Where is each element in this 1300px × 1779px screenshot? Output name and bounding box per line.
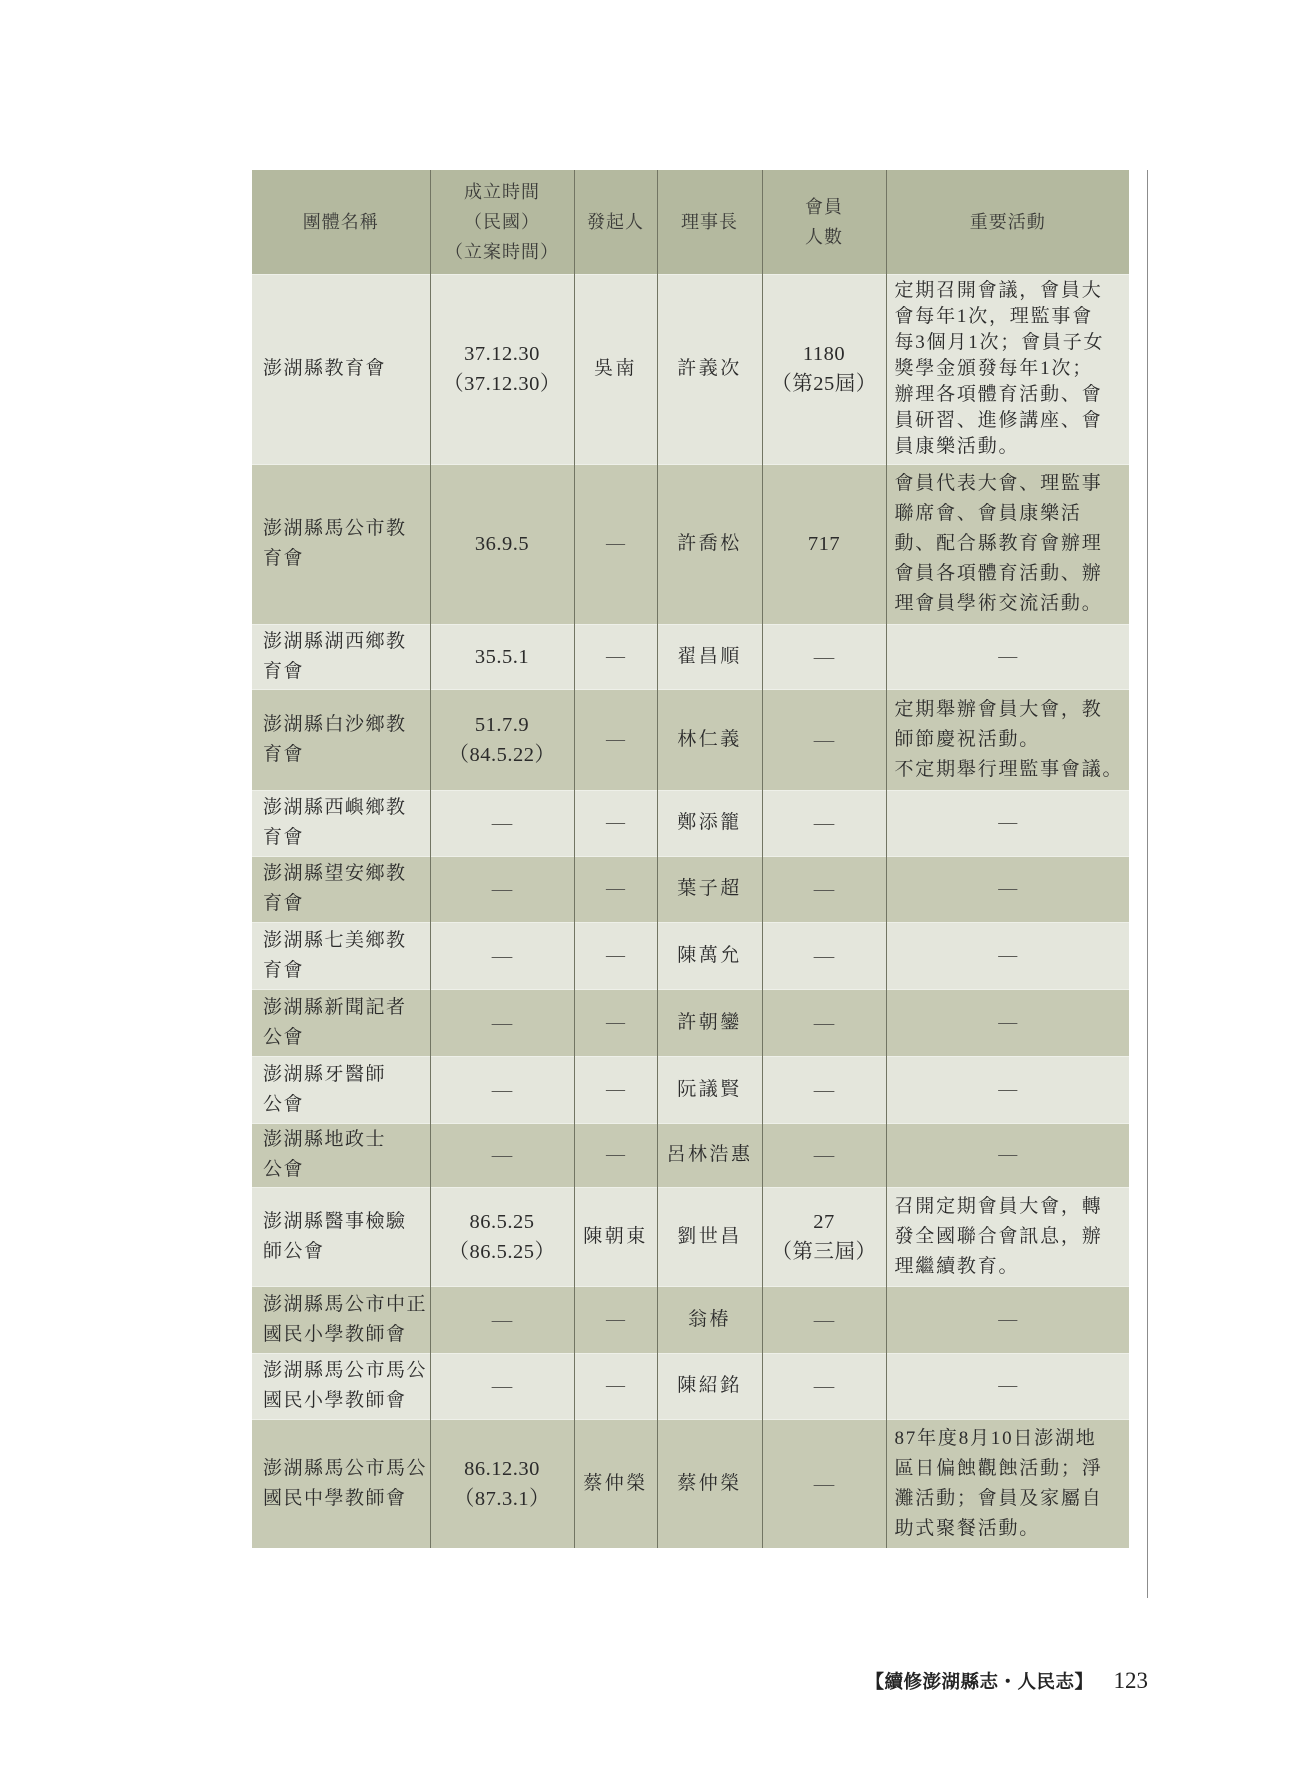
member-count-cell <box>762 1123 886 1187</box>
organization-name-line: 澎湖縣醫事檢驗 <box>263 1210 407 1232</box>
chairperson-cell <box>657 989 762 1056</box>
activities-line: 召開定期會員大會，轉 <box>894 1195 1103 1217</box>
founding-date: — <box>491 1308 513 1331</box>
activities-line: — <box>998 1011 1018 1033</box>
header-founder <box>574 170 657 274</box>
member-count-cell <box>762 856 886 922</box>
organization-name-line: 公會 <box>263 1026 305 1048</box>
organization-name-cell <box>252 624 430 689</box>
member-count: — <box>813 1375 835 1397</box>
founder-cell <box>574 624 657 689</box>
organization-name-line: 澎湖縣望安鄉教 <box>263 863 407 884</box>
founding-date-cell <box>430 989 574 1056</box>
founding-date-cell <box>430 1187 574 1286</box>
organization-name-cell <box>252 790 430 856</box>
organization-name-line: 育會 <box>263 893 305 914</box>
chairperson-cell <box>657 922 762 989</box>
member-count-cell <box>762 1187 886 1286</box>
member-count: — <box>813 812 835 834</box>
organization-name-cell <box>252 1353 430 1419</box>
activities-cell <box>886 1286 1129 1353</box>
activities-cell <box>886 1419 1129 1548</box>
table-row <box>252 1353 1129 1419</box>
founding-date-cell <box>430 922 574 989</box>
activities-line: 會每年1次，理監事會 <box>894 306 1094 327</box>
organization-name-cell <box>252 1123 430 1187</box>
chairperson-name: 許朝鑾 <box>677 1011 742 1033</box>
activities-line: 會員代表大會、理監事 <box>894 473 1103 494</box>
member-count-cell <box>762 464 886 624</box>
header-label: 理事長 <box>681 211 738 232</box>
chairperson-name: 林仁義 <box>677 728 742 750</box>
founder-name: — <box>606 728 625 750</box>
activities-line: — <box>998 1308 1018 1330</box>
member-count: — <box>813 1144 835 1166</box>
founding-date: 51.7.9 <box>474 713 530 736</box>
organization-name-line: 澎湖縣地政士 <box>263 1129 387 1150</box>
organizations-table <box>252 170 1129 1548</box>
founding-date: 35.5.1 <box>474 645 530 668</box>
activities-line: 87年度8月10日澎湖地 <box>894 1427 1097 1449</box>
header-label: （民國） <box>464 211 540 232</box>
chairperson-name: 陳紹銘 <box>677 1375 742 1396</box>
activities-line: — <box>998 1078 1018 1100</box>
founding-date-cell <box>430 624 574 689</box>
organization-name-line: 公會 <box>263 1093 305 1115</box>
founding-date: 86.5.25 <box>469 1210 535 1233</box>
member-count-cell <box>762 1286 886 1353</box>
member-term: （第25屆） <box>771 373 877 395</box>
chairperson-cell <box>657 1286 762 1353</box>
table-row <box>252 790 1129 856</box>
activities-line: 定期舉辦會員大會，教 <box>894 698 1103 720</box>
organization-name-line: 育會 <box>263 548 305 569</box>
activities-line: 辦理各項體育活動、會 <box>894 384 1103 405</box>
founder-name: — <box>606 1011 625 1033</box>
chairperson-cell <box>657 1123 762 1187</box>
founder-cell <box>574 274 657 464</box>
member-count-cell <box>762 1419 886 1548</box>
chairperson-name: 鄭添籠 <box>677 812 742 833</box>
table-header <box>252 170 1129 274</box>
chairperson-name: 陳萬允 <box>677 944 742 966</box>
activities-line: 獎學金頒發每年1次； <box>894 358 1094 379</box>
founder-name: — <box>606 645 625 667</box>
activities-line: 助式聚餐活動。 <box>894 1517 1041 1539</box>
activities-line: — <box>998 1144 1018 1165</box>
chairperson-cell <box>657 856 762 922</box>
chairperson-cell <box>657 274 762 464</box>
member-count: — <box>813 1472 835 1495</box>
member-count: — <box>813 944 835 967</box>
activities-line: 理會員學術交流活動。 <box>894 593 1103 614</box>
organization-name-line: 國民小學教師會 <box>263 1323 407 1345</box>
organization-name-line: 澎湖縣教育會 <box>263 358 387 379</box>
chairperson-name: 翁椿 <box>687 1308 731 1330</box>
activities-line: — <box>998 812 1018 833</box>
founding-date-cell <box>430 1056 574 1123</box>
header-label: （立案時間） <box>445 241 559 262</box>
chairperson-cell <box>657 689 762 790</box>
founder-cell <box>574 689 657 790</box>
activities-cell <box>886 274 1129 464</box>
organization-name-line: 國民中學教師會 <box>263 1487 407 1509</box>
activities-cell <box>886 689 1129 790</box>
founder-cell <box>574 464 657 624</box>
chairperson-cell <box>657 1056 762 1123</box>
member-count: — <box>813 1078 835 1101</box>
activities-line: — <box>998 944 1018 966</box>
activities-line: — <box>998 645 1018 667</box>
table-body <box>252 274 1129 1548</box>
founder-name: — <box>606 878 625 899</box>
member-count-cell <box>762 922 886 989</box>
registration-date: （37.12.30） <box>443 373 561 395</box>
chairperson-name: 翟昌順 <box>677 645 742 667</box>
founder-name: — <box>606 812 625 833</box>
founding-date: — <box>491 944 513 967</box>
founding-date-cell <box>430 1286 574 1353</box>
organization-name-line: 澎湖縣七美鄉教 <box>263 929 407 951</box>
founding-date: 36.9.5 <box>474 533 530 555</box>
member-count-cell <box>762 1056 886 1123</box>
chairperson-cell <box>657 464 762 624</box>
activities-cell <box>886 922 1129 989</box>
member-count-cell <box>762 1353 886 1419</box>
member-count: — <box>813 878 835 900</box>
organization-name-line: 澎湖縣新聞記者 <box>263 996 407 1018</box>
activities-cell <box>886 1056 1129 1123</box>
founder-cell <box>574 1419 657 1548</box>
founder-name: 蔡仲榮 <box>583 1472 648 1494</box>
founding-date: — <box>491 1011 513 1034</box>
member-count: — <box>813 645 835 668</box>
table-row <box>252 1123 1129 1187</box>
founder-cell <box>574 989 657 1056</box>
registration-date: （86.5.25） <box>448 1240 556 1263</box>
member-count: 717 <box>807 533 841 555</box>
member-count: 27 <box>813 1210 835 1233</box>
activities-line: 每3個月1次；會員子女 <box>894 332 1105 353</box>
member-count: 1180 <box>802 343 846 365</box>
header-row <box>252 170 1129 274</box>
activities-line: — <box>998 878 1018 899</box>
founder-cell <box>574 1187 657 1286</box>
activities-cell <box>886 989 1129 1056</box>
organization-name-line: 育會 <box>263 959 305 981</box>
organization-name-cell <box>252 1286 430 1353</box>
founding-date-cell <box>430 689 574 790</box>
founder-name: 吳南 <box>593 358 637 379</box>
founder-cell <box>574 1056 657 1123</box>
activities-line: 員研習、進修講座、會 <box>894 410 1103 431</box>
organization-name-line: 澎湖縣西嶼鄉教 <box>263 797 407 818</box>
founding-date: — <box>491 1375 513 1397</box>
organization-name-line: 育會 <box>263 827 305 848</box>
organization-name-cell <box>252 1419 430 1548</box>
organization-name-line: 澎湖縣湖西鄉教 <box>263 630 407 652</box>
founding-date-cell <box>430 790 574 856</box>
founder-name: — <box>606 1375 625 1396</box>
organization-name-line: 澎湖縣白沙鄉教 <box>263 713 407 735</box>
activities-line: 師節慶祝活動。 <box>894 728 1041 750</box>
founder-cell <box>574 922 657 989</box>
table-row <box>252 856 1129 922</box>
chairperson-name: 葉子超 <box>677 878 742 899</box>
chairperson-cell <box>657 790 762 856</box>
organization-name-line: 澎湖縣馬公市馬公 <box>263 1457 428 1479</box>
founder-cell <box>574 856 657 922</box>
header-key-activities <box>886 170 1129 274</box>
chairperson-name: 阮議賢 <box>677 1078 742 1100</box>
member-count-cell <box>762 624 886 689</box>
founding-date: — <box>491 812 513 834</box>
book-title: 【續修澎湖縣志・人民志】 <box>865 1673 1094 1693</box>
chairperson-name: 呂林浩惠 <box>666 1144 753 1165</box>
page-number: 123 <box>1113 1668 1148 1693</box>
member-term: （第三屆） <box>771 1240 877 1263</box>
founding-date-cell <box>430 856 574 922</box>
table-row <box>252 464 1129 624</box>
table-row <box>252 274 1129 464</box>
margin-rule <box>1147 170 1148 1598</box>
organization-name-cell <box>252 689 430 790</box>
member-count-cell <box>762 274 886 464</box>
founder-cell <box>574 1353 657 1419</box>
member-count-cell <box>762 790 886 856</box>
member-count-cell <box>762 689 886 790</box>
chairperson-cell <box>657 1353 762 1419</box>
organization-name-cell <box>252 464 430 624</box>
header-chairperson <box>657 170 762 274</box>
table-row <box>252 1187 1129 1286</box>
founding-date-cell <box>430 1353 574 1419</box>
chairperson-name: 劉世昌 <box>677 1225 742 1247</box>
organization-name-line: 國民小學教師會 <box>263 1390 407 1411</box>
founder-cell <box>574 790 657 856</box>
organization-name-line: 澎湖縣馬公市馬公 <box>263 1360 428 1381</box>
founder-name: — <box>606 1144 625 1165</box>
organization-name-line: 師公會 <box>263 1240 325 1262</box>
organization-name-line: 育會 <box>263 743 305 765</box>
table-row <box>252 1419 1129 1548</box>
activities-line: 區日偏蝕觀蝕活動；淨 <box>894 1457 1103 1479</box>
activities-line: 員康樂活動。 <box>894 436 1020 457</box>
chairperson-name: 許義次 <box>677 358 742 379</box>
founding-date-cell <box>430 1419 574 1548</box>
registration-date: （84.5.22） <box>448 743 556 766</box>
founder-cell <box>574 1123 657 1187</box>
founder-name: — <box>606 1078 625 1100</box>
organization-name-cell <box>252 1187 430 1286</box>
founding-date-cell <box>430 1123 574 1187</box>
organization-name-cell <box>252 856 430 922</box>
table-row <box>252 1056 1129 1123</box>
member-count: — <box>813 1308 835 1331</box>
founder-name: — <box>606 1308 625 1330</box>
organization-name-cell <box>252 1056 430 1123</box>
organization-name-line: 澎湖縣馬公市教 <box>263 518 407 539</box>
header-label: 發起人 <box>587 211 644 232</box>
organization-name-line: 公會 <box>263 1159 305 1180</box>
chairperson-name: 蔡仲榮 <box>677 1472 742 1494</box>
founder-name: 陳朝東 <box>583 1225 648 1247</box>
member-count-cell <box>762 989 886 1056</box>
table-row <box>252 1286 1129 1353</box>
activities-line: 聯席會、會員康樂活 <box>894 503 1082 524</box>
founding-date: — <box>491 1144 513 1166</box>
member-count: — <box>813 1011 835 1034</box>
table-row <box>252 922 1129 989</box>
activities-cell <box>886 1123 1129 1187</box>
header-organization-name <box>252 170 430 274</box>
organization-name-cell <box>252 989 430 1056</box>
founder-name: — <box>606 944 625 966</box>
organization-name-line: 澎湖縣牙醫師 <box>263 1063 387 1085</box>
header-founding-date <box>430 170 574 274</box>
activities-line: 定期召開會議，會員大 <box>894 280 1103 301</box>
header-label: 團體名稱 <box>302 211 379 232</box>
activities-cell <box>886 1353 1129 1419</box>
chairperson-cell <box>657 1419 762 1548</box>
organization-name-cell <box>252 922 430 989</box>
registration-date: （87.3.1） <box>453 1487 551 1510</box>
founding-date: — <box>491 1078 513 1101</box>
organization-name-cell <box>252 274 430 464</box>
activities-cell <box>886 856 1129 922</box>
header-label: 人數 <box>805 226 843 247</box>
activities-line: 動、配合縣教育會辦理 <box>894 533 1103 554</box>
organization-name-line: 育會 <box>263 660 305 682</box>
founding-date-cell <box>430 274 574 464</box>
activities-line: 發全國聯合會訊息，辦 <box>894 1225 1103 1247</box>
header-label: 成立時間 <box>464 181 540 202</box>
chairperson-name: 許喬松 <box>677 533 742 554</box>
activities-line: 灘活動；會員及家屬自 <box>894 1487 1103 1509</box>
activities-cell <box>886 464 1129 624</box>
activities-line: 會員各項體育活動、辦 <box>894 563 1103 584</box>
header-member-count <box>762 170 886 274</box>
founder-cell <box>574 1286 657 1353</box>
organization-name-line: 澎湖縣馬公市中正 <box>263 1293 428 1315</box>
activities-cell <box>886 1187 1129 1286</box>
founding-date: 86.12.30 <box>464 1457 540 1480</box>
activities-cell <box>886 790 1129 856</box>
activities-cell <box>886 624 1129 689</box>
table-row <box>252 689 1129 790</box>
header-label: 會員 <box>805 196 843 217</box>
activities-line: 不定期舉行理監事會議。 <box>894 758 1124 780</box>
activities-line: 理繼續教育。 <box>894 1255 1020 1277</box>
founder-name: — <box>606 533 625 554</box>
chairperson-cell <box>657 624 762 689</box>
founding-date: — <box>491 878 513 900</box>
founding-date-cell <box>430 464 574 624</box>
table-row <box>252 624 1129 689</box>
activities-line: — <box>998 1375 1018 1396</box>
page-footer <box>865 1668 1148 1702</box>
table-row <box>252 989 1129 1056</box>
header-label: 重要活動 <box>969 211 1046 232</box>
member-count: — <box>813 728 835 751</box>
founding-date: 37.12.30 <box>464 343 540 365</box>
chairperson-cell <box>657 1187 762 1286</box>
